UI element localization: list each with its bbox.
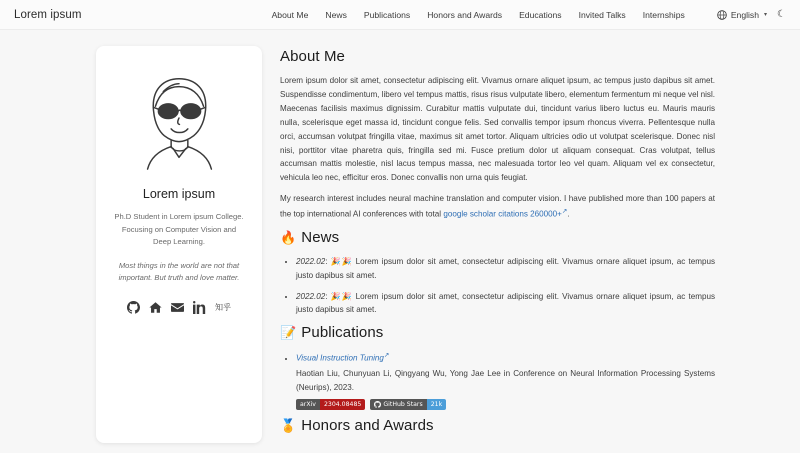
research-interest-text-end: . — [567, 209, 570, 219]
nav-link-invited-talks[interactable]: Invited Talks — [578, 9, 626, 20]
moon-icon[interactable]: ☾ — [777, 8, 786, 20]
arxiv-badge-label: arXiv — [296, 399, 320, 410]
research-interest-text: My research interest includes neural machine translation and computer vision. I have published more than 100 papers at the top international AI conferences with total — [280, 194, 715, 219]
publications-heading-label: Publications — [301, 324, 384, 342]
publication-title-link[interactable]: Visual Instruction Tuning — [296, 354, 384, 364]
news-date: 2022.02 — [296, 256, 326, 266]
party-popper-icon: 🎉🎉 — [330, 291, 353, 301]
zhihu-link[interactable]: 知乎 — [215, 302, 231, 312]
nav-links — [272, 10, 685, 20]
github-stars-badge-label — [370, 399, 426, 410]
news-list — [280, 255, 715, 318]
nav-link-publications[interactable]: Publications — [363, 9, 411, 20]
news-date: 2022.02 — [296, 291, 326, 301]
github-stars-badge[interactable] — [370, 399, 446, 410]
language-selector[interactable] — [717, 10, 767, 20]
nav-link-internships[interactable]: Internships — [642, 9, 685, 20]
globe-icon — [717, 10, 727, 20]
publications-list — [280, 350, 715, 409]
nav-link-about-me[interactable]: About Me — [271, 9, 309, 20]
honors-heading — [280, 417, 715, 434]
party-popper-icon: 🎉🎉 — [330, 256, 353, 266]
avatar — [119, 68, 239, 173]
list-item: • 2022.02: 🎉🎉 Lorem ipsum dolor sit amet, consectetur adipiscing elit. Vivamus ornare aliquet ipsum, ac tempus justo dapibus sit amet. — [296, 290, 715, 318]
nav-link-honors-and-awards[interactable]: Honors and Awards — [427, 9, 503, 20]
google-scholar-link[interactable]: google scholar citations 260000+ — [443, 209, 562, 219]
profile-description: Ph.D Student in Lorem ipsum College. Focusing on Computer Vision and Deep Learning. — [114, 212, 244, 247]
news-text: Lorem ipsum dolor sit amet, consectetur adipiscing elit. Vivamus ornare aliquet ipsum, ac tempus justo dapibus sit amet. — [296, 256, 716, 280]
content-area — [0, 30, 800, 443]
about-me-heading: About Me — [280, 48, 346, 65]
linkedin-icon[interactable] — [193, 301, 206, 314]
profile-card — [96, 46, 262, 443]
profile-name: Lorem ipsum — [142, 187, 216, 201]
publication-badges — [296, 399, 715, 410]
navbar-right — [717, 10, 786, 20]
list-item: • 2022.02: 🎉🎉 Lorem ipsum dolor sit amet, consectetur adipiscing elit. Vivamus ornare aliquet ipsum, ac tempus justo dapibus sit amet. — [296, 255, 715, 283]
nav-link-news[interactable]: News — [325, 9, 347, 20]
profile-quote: Most things in the world are not that important. But truth and love matter. — [118, 260, 240, 283]
news-heading — [280, 229, 715, 246]
navbar — [0, 0, 800, 30]
github-stars-label-text: GitHub Stars — [383, 400, 423, 408]
chevron-down-icon: ▾ — [764, 11, 768, 18]
publications-heading — [280, 324, 715, 341]
github-icon — [374, 401, 381, 408]
external-link-icon: ↗ — [383, 352, 390, 360]
honors-heading-label: Honors and Awards — [301, 416, 434, 434]
list-item — [296, 350, 715, 409]
home-icon[interactable] — [149, 301, 162, 314]
language-label: English — [730, 9, 760, 20]
memo-icon: 📝 — [280, 325, 297, 341]
news-text: Lorem ipsum dolor sit amet, consectetur adipiscing elit. Vivamus ornare aliquet ipsum, ac tempus justo dapibus sit amet. — [296, 291, 716, 315]
arxiv-badge[interactable] — [296, 399, 365, 410]
research-interest-paragraph — [280, 192, 715, 222]
github-stars-count: 21k — [427, 399, 446, 410]
social-links — [127, 301, 231, 314]
medal-icon: 🏅 — [280, 417, 297, 433]
external-link-icon: ↗ — [561, 208, 568, 216]
fire-icon: 🔥 — [280, 229, 297, 245]
about-me-paragraph: Lorem ipsum dolor sit amet, consectetur adipiscing elit. Vivamus ornare aliquet ipsum, ac tempus justo dapibus sit amet. Suspendisse condimentum, libero vel tempus mattis, risus risus vulputate libero, elementum fermentum mi neque vel nisl. Maecenas facilisis maximus dignissim. Curabitur mattis vulputate dui, tincidunt varius libero luctus eu. Mauris mauris nulla, scelerisque eget massa id, tincidunt congue felis. Sed convallis tempor ipsum rhoncus viverra. Pellentesque nulla orci, accumsan volutpat fringilla vitae, maximus sit amet tortor. Aliquam ultricies odio ut volutpat scelerisque. Donec nisl nisi, porttitor vitae pharetra quis, fringilla sed mi. Fusce pretium dolor ut aliquam consequat. Cras volutpat, tellus accumsan mattis molestie, nisl lacus tempus massa, nec malesuada tortor leo vel quam. Aliquam vel ex consectetur, vehicula leo nec, efficitur eros. Donec convallis non urna quis feugiat. — [280, 76, 716, 183]
email-icon[interactable] — [171, 301, 184, 314]
nav-link-educations[interactable]: Educations — [519, 9, 562, 20]
main-column — [280, 46, 715, 443]
publication-authors: Haotian Liu, Chunyuan Li, Qingyang Wu, Yong Jae Lee in Conference on Neural Information Processing Systems (Neurips), 2023. — [296, 368, 715, 392]
arxiv-badge-value: 2304.08485 — [320, 399, 365, 410]
news-heading-label: News — [301, 228, 340, 246]
github-icon[interactable] — [127, 301, 140, 314]
brand-title[interactable]: Lorem ipsum — [14, 8, 82, 21]
